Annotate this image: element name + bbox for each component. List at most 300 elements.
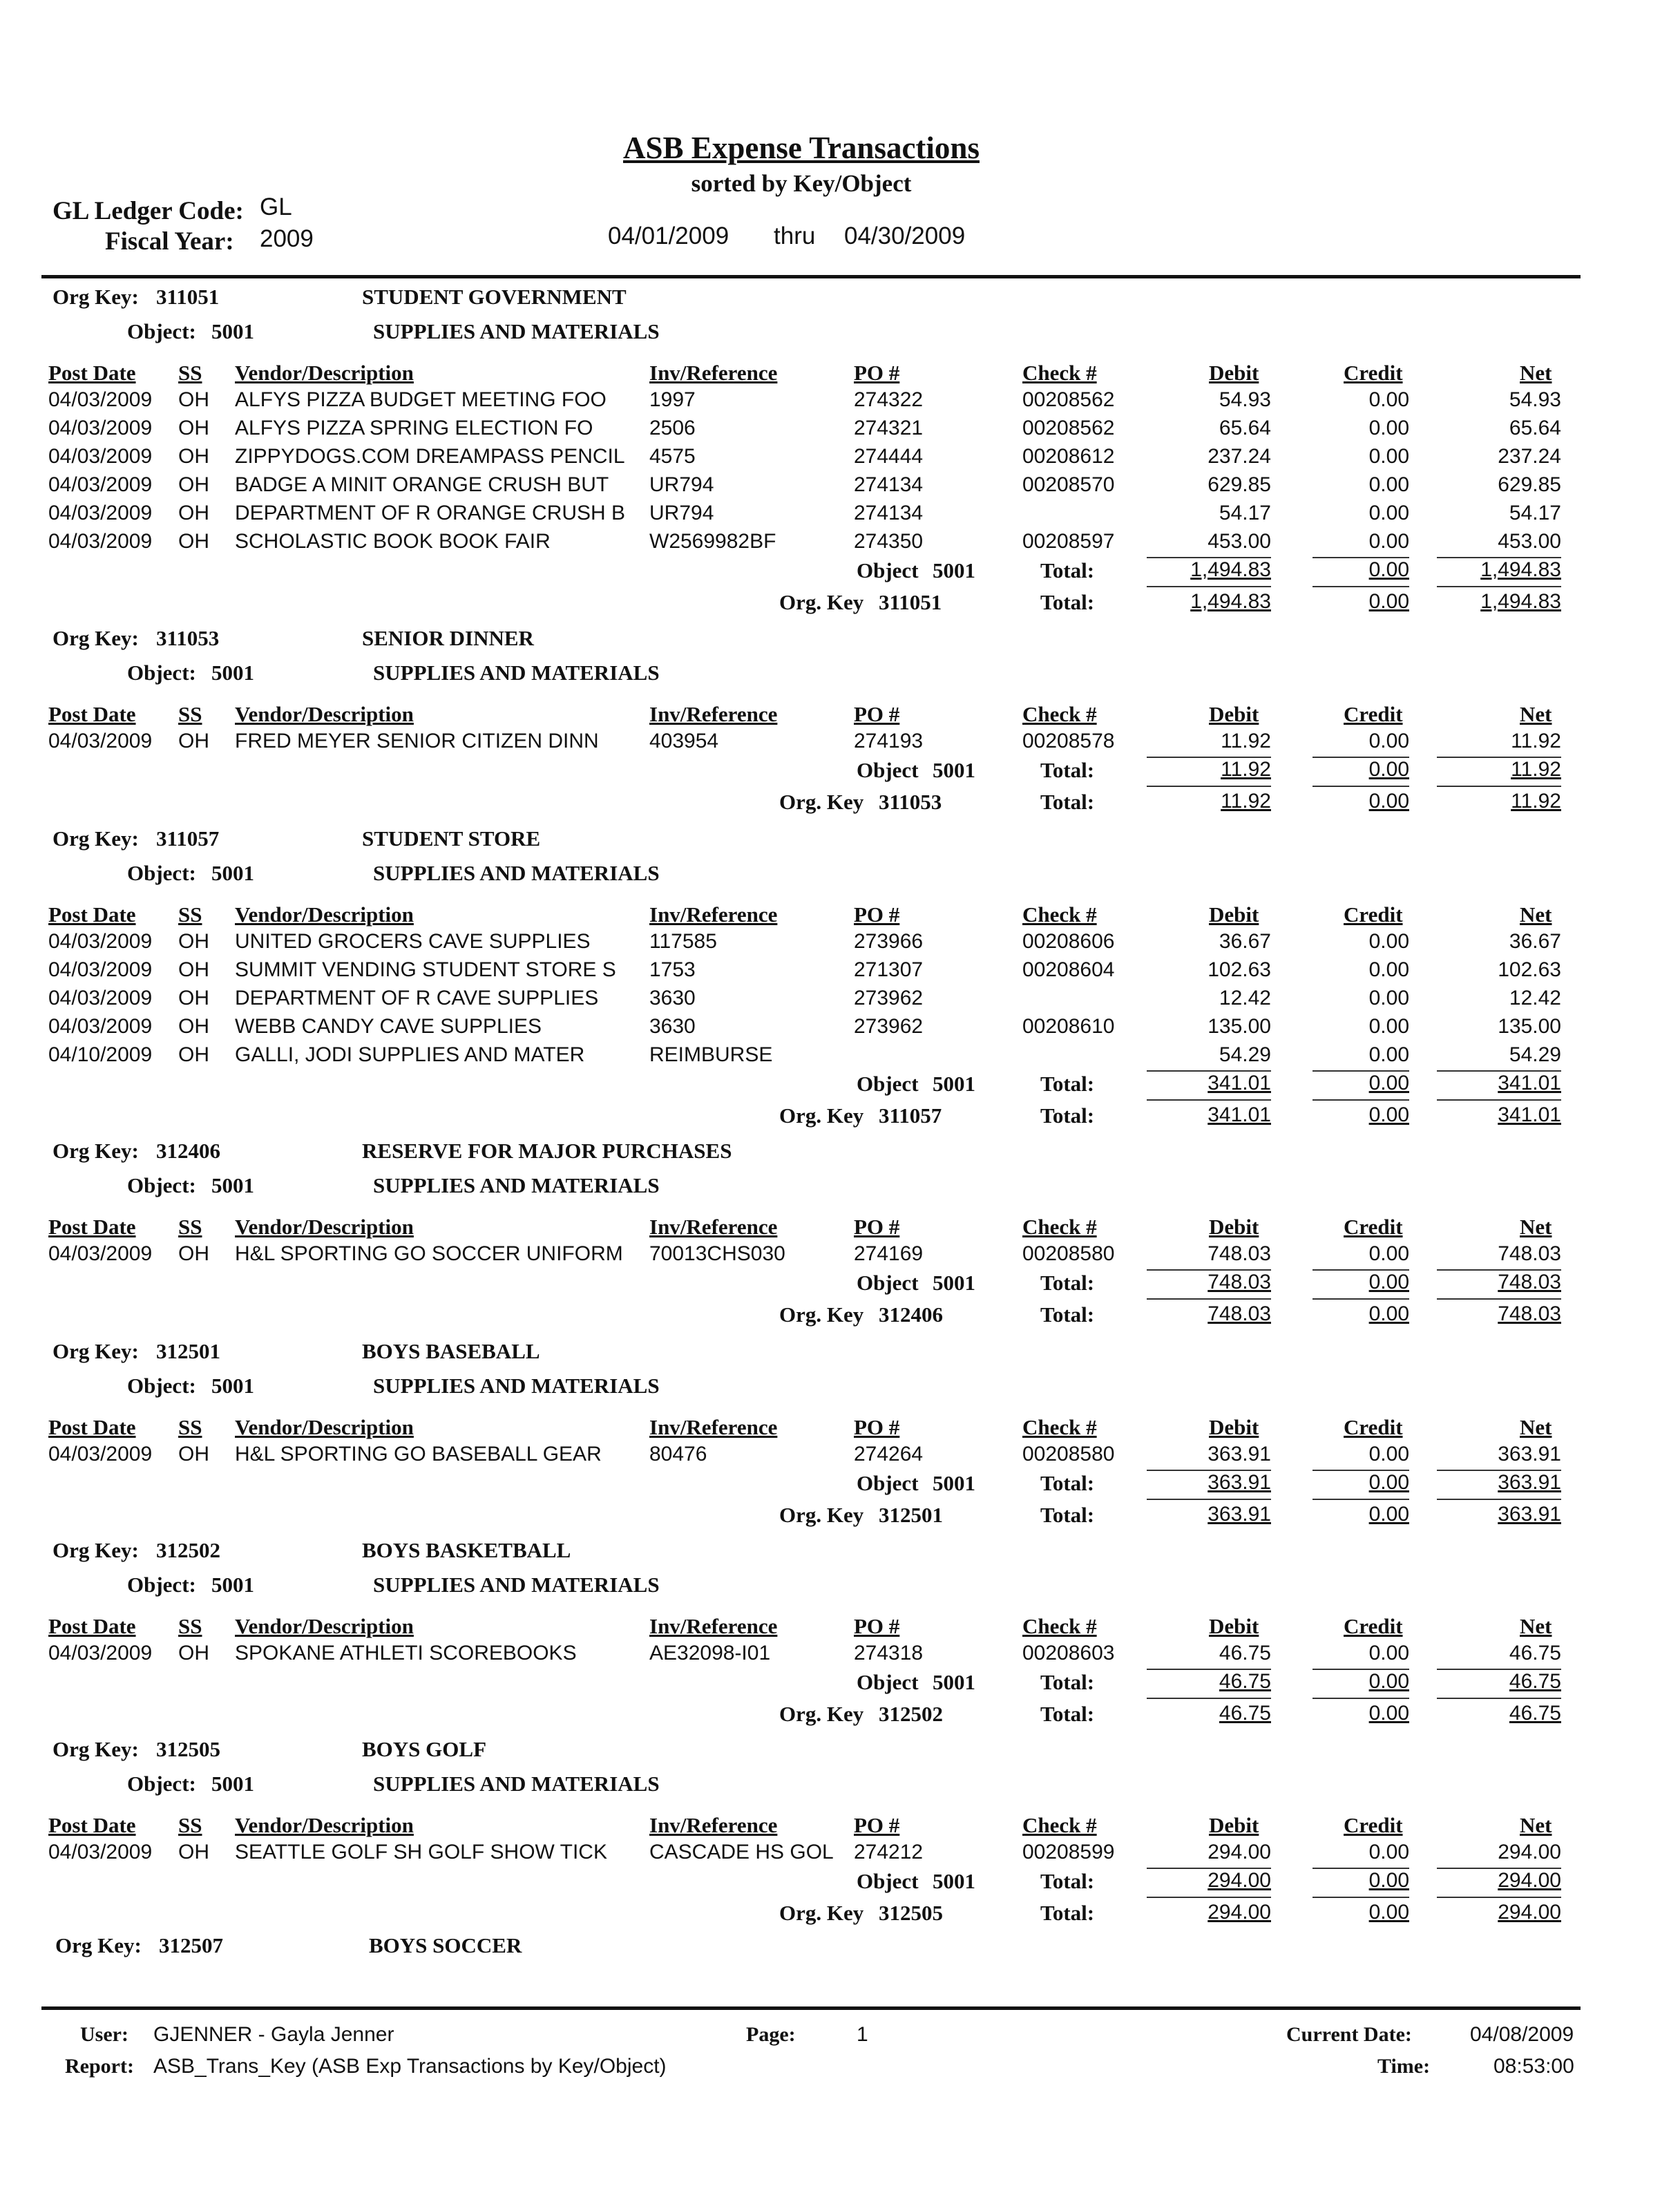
org-section xyxy=(0,1737,1680,1925)
object-total-code: 5001 xyxy=(933,1670,975,1694)
org-total-credit: 0.00 xyxy=(1368,590,1409,613)
cell-date: 04/03/2009 xyxy=(48,1642,153,1664)
total-rule xyxy=(1312,1298,1409,1300)
total-rule xyxy=(1437,1499,1561,1500)
org-key-value: 311051 xyxy=(156,285,220,309)
cell-check: 00208599 xyxy=(1022,1841,1115,1863)
cell-debit: 54.29 xyxy=(1219,1043,1271,1066)
cell-ss: OH xyxy=(178,388,209,411)
object-total-label: Object xyxy=(857,1271,919,1295)
org-total-word: Total: xyxy=(1040,1103,1095,1128)
col-inv-ref-header: Inv/Reference xyxy=(649,902,778,927)
cell-ss: OH xyxy=(178,502,209,524)
col-check-header: Check # xyxy=(1022,1215,1097,1239)
cell-date: 04/03/2009 xyxy=(48,445,153,468)
org-total-credit: 0.00 xyxy=(1368,1103,1409,1126)
object-total-label: Object xyxy=(857,1869,919,1893)
cell-inv: UR794 xyxy=(649,473,714,496)
col-post-date-header: Post Date xyxy=(48,1813,136,1837)
cell-date: 04/03/2009 xyxy=(48,473,153,496)
cell-check: 00208562 xyxy=(1022,388,1115,411)
object-value: 5001 xyxy=(211,1374,254,1398)
total-rule xyxy=(1147,1499,1271,1500)
object-label: Object: xyxy=(127,1573,196,1597)
object-total-code: 5001 xyxy=(933,1869,975,1893)
col-ss-header: SS xyxy=(178,361,202,385)
cell-ss: OH xyxy=(178,1015,209,1038)
org-section xyxy=(0,1339,1680,1527)
cell-credit: 0.00 xyxy=(1368,1443,1409,1465)
object-total-label: Object xyxy=(857,558,919,582)
object-total-word: Total: xyxy=(1040,758,1095,782)
org-total-net: 363.91 xyxy=(1498,1503,1561,1526)
cell-po: 273962 xyxy=(854,987,924,1009)
date-from: 04/01/2009 xyxy=(608,222,729,249)
org-total-word: Total: xyxy=(1040,1901,1095,1925)
org-name: BOYS BASKETBALL xyxy=(362,1538,571,1562)
total-rule xyxy=(1147,1698,1271,1699)
cell-date: 04/03/2009 xyxy=(48,1443,153,1465)
cell-date: 04/03/2009 xyxy=(48,1841,153,1863)
org-total-label: Org. Key xyxy=(779,1103,864,1128)
col-credit-header: Credit xyxy=(1344,902,1403,927)
object-total-net: 11.92 xyxy=(1511,758,1561,781)
cell-inv: REIMBURSE xyxy=(649,1043,773,1066)
object-total-net: 46.75 xyxy=(1509,1670,1561,1693)
total-rule xyxy=(1312,586,1409,587)
cell-po: 273962 xyxy=(854,1015,924,1038)
object-total-word: Total: xyxy=(1040,1869,1095,1893)
cell-check: 00208562 xyxy=(1022,417,1115,439)
cell-date: 04/03/2009 xyxy=(48,958,153,981)
org-key-value: 311057 xyxy=(156,826,220,851)
cell-debit: 453.00 xyxy=(1208,530,1271,553)
cell-credit: 0.00 xyxy=(1368,1043,1409,1066)
cell-credit: 0.00 xyxy=(1368,388,1409,411)
object-label: Object: xyxy=(127,861,196,885)
footer-report-value: ASB_Trans_Key (ASB Exp Transactions by Key/Object) xyxy=(153,2055,667,2078)
object-total-word: Total: xyxy=(1040,1670,1095,1694)
col-debit-header: Debit xyxy=(1209,1614,1259,1638)
object-value: 5001 xyxy=(211,1573,254,1597)
col-debit-header: Debit xyxy=(1209,1415,1259,1439)
footer-divider xyxy=(41,2006,1581,2010)
total-rule xyxy=(1147,786,1271,787)
object-total-word: Total: xyxy=(1040,1471,1095,1495)
col-check-header: Check # xyxy=(1022,361,1097,385)
col-check-header: Check # xyxy=(1022,902,1097,927)
total-rule xyxy=(1437,1897,1561,1898)
org-total-code: 312501 xyxy=(879,1503,943,1527)
total-rule xyxy=(1437,586,1561,587)
object-total-debit: 11.92 xyxy=(1221,758,1271,781)
cell-credit: 0.00 xyxy=(1368,1242,1409,1265)
object-label: Object: xyxy=(127,661,196,685)
cell-credit: 0.00 xyxy=(1368,987,1409,1009)
col-inv-ref-header: Inv/Reference xyxy=(649,1614,778,1638)
cell-net: 102.63 xyxy=(1498,958,1561,981)
col-post-date-header: Post Date xyxy=(48,902,136,927)
cell-po: 274350 xyxy=(854,530,924,553)
col-net-header: Net xyxy=(1520,361,1552,385)
cell-inv: 117585 xyxy=(649,930,717,953)
cell-check: 00208597 xyxy=(1022,530,1115,553)
cell-check: 00208578 xyxy=(1022,730,1115,752)
org-total-word: Total: xyxy=(1040,1702,1095,1726)
object-total-word: Total: xyxy=(1040,558,1095,582)
object-total-debit: 341.01 xyxy=(1208,1072,1271,1094)
org-key-value: 311053 xyxy=(156,626,220,650)
cell-vendor: FRED MEYER SENIOR CITIZEN DINN xyxy=(235,730,599,752)
org-total-code: 311051 xyxy=(879,590,942,614)
cell-net: 54.29 xyxy=(1509,1043,1561,1066)
cell-vendor: ALFYS PIZZA SPRING ELECTION FO xyxy=(235,417,593,439)
col-credit-header: Credit xyxy=(1344,1614,1403,1638)
org-key-label: Org Key: xyxy=(52,826,139,851)
cell-net: 135.00 xyxy=(1498,1015,1561,1038)
object-total-credit: 0.00 xyxy=(1368,558,1409,581)
org-key-label: Org Key: xyxy=(52,626,139,650)
col-post-date-header: Post Date xyxy=(48,361,136,385)
cell-ss: OH xyxy=(178,1841,209,1863)
cell-credit: 0.00 xyxy=(1368,530,1409,553)
org-key-label: Org Key: xyxy=(52,1737,139,1761)
gl-ledger-label: GL Ledger Code: xyxy=(52,197,244,225)
fiscal-year-label: Fiscal Year: xyxy=(105,227,234,256)
org-name: STUDENT GOVERNMENT xyxy=(362,285,627,309)
object-total-code: 5001 xyxy=(933,558,975,582)
col-credit-header: Credit xyxy=(1344,1215,1403,1239)
cell-debit: 237.24 xyxy=(1208,445,1271,468)
object-value: 5001 xyxy=(211,1772,254,1796)
cell-ss: OH xyxy=(178,1642,209,1664)
object-value: 5001 xyxy=(211,861,254,885)
cell-ss: OH xyxy=(178,473,209,496)
cell-date: 04/03/2009 xyxy=(48,1015,153,1038)
object-total-debit: 294.00 xyxy=(1208,1869,1271,1892)
cell-po: 273966 xyxy=(854,930,924,953)
cell-net: 11.92 xyxy=(1511,730,1561,752)
object-total-label: Object xyxy=(857,758,919,782)
col-credit-header: Credit xyxy=(1344,361,1403,385)
cell-net: 453.00 xyxy=(1498,530,1561,553)
object-total-credit: 0.00 xyxy=(1368,1271,1409,1293)
cell-debit: 54.93 xyxy=(1219,388,1271,411)
cell-net: 237.24 xyxy=(1498,445,1561,468)
cell-debit: 54.17 xyxy=(1219,502,1271,524)
col-debit-header: Debit xyxy=(1209,902,1259,927)
cell-net: 629.85 xyxy=(1498,473,1561,496)
cell-vendor: DEPARTMENT OF R CAVE SUPPLIES xyxy=(235,987,599,1009)
col-net-header: Net xyxy=(1520,1215,1552,1239)
object-value: 5001 xyxy=(211,319,254,343)
org-key-label: Org Key: xyxy=(52,1139,139,1163)
org-total-debit: 11.92 xyxy=(1221,790,1271,813)
org-section xyxy=(0,826,1680,1128)
col-po-header: PO # xyxy=(854,361,900,385)
object-total-code: 5001 xyxy=(933,1072,975,1096)
col-ss-header: SS xyxy=(178,1813,202,1837)
cell-inv: 403954 xyxy=(649,730,719,752)
cell-vendor: SUMMIT VENDING STUDENT STORE S xyxy=(235,958,616,981)
cell-po: 274193 xyxy=(854,730,924,752)
object-total-net: 341.01 xyxy=(1498,1072,1561,1094)
cell-credit: 0.00 xyxy=(1368,730,1409,752)
cell-inv: 70013CHS030 xyxy=(649,1242,785,1265)
org-total-debit: 341.01 xyxy=(1208,1103,1271,1126)
cell-date: 04/03/2009 xyxy=(48,502,153,524)
cell-date: 04/03/2009 xyxy=(48,1242,153,1265)
cell-credit: 0.00 xyxy=(1368,930,1409,953)
org-total-label: Org. Key xyxy=(779,1901,864,1925)
cell-credit: 0.00 xyxy=(1368,1841,1409,1863)
object-name: SUPPLIES AND MATERIALS xyxy=(373,1772,660,1796)
cell-net: 54.17 xyxy=(1509,502,1561,524)
cell-po: 271307 xyxy=(854,958,924,981)
cell-net: 748.03 xyxy=(1498,1242,1561,1265)
cell-date: 04/10/2009 xyxy=(48,1043,153,1066)
col-credit-header: Credit xyxy=(1344,702,1403,726)
cell-ss: OH xyxy=(178,987,209,1009)
cell-inv: W2569982BF xyxy=(649,530,776,553)
cell-inv: 1753 xyxy=(649,958,696,981)
object-total-label: Object xyxy=(857,1471,919,1495)
org-total-credit: 0.00 xyxy=(1368,790,1409,813)
col-debit-header: Debit xyxy=(1209,1215,1259,1239)
object-label: Object: xyxy=(127,1173,196,1197)
col-inv-ref-header: Inv/Reference xyxy=(649,1415,778,1439)
col-net-header: Net xyxy=(1520,1415,1552,1439)
object-total-net: 1,494.83 xyxy=(1480,558,1561,581)
org-total-credit: 0.00 xyxy=(1368,1503,1409,1526)
report-subtitle: sorted by Key/Object xyxy=(691,170,912,197)
col-ss-header: SS xyxy=(178,1415,202,1439)
cell-po: 274134 xyxy=(854,502,924,524)
cell-debit: 46.75 xyxy=(1219,1642,1271,1664)
cell-ss: OH xyxy=(178,930,209,953)
cell-inv: 1997 xyxy=(649,388,696,411)
cell-debit: 363.91 xyxy=(1208,1443,1271,1465)
cell-debit: 748.03 xyxy=(1208,1242,1271,1265)
total-rule xyxy=(1147,1099,1271,1101)
cell-net: 36.67 xyxy=(1509,930,1561,953)
cell-inv: UR794 xyxy=(649,502,714,524)
object-total-word: Total: xyxy=(1040,1271,1095,1295)
date-thru-label: thru xyxy=(774,222,816,249)
cell-check: 00208612 xyxy=(1022,445,1115,468)
object-total-debit: 46.75 xyxy=(1219,1670,1271,1693)
object-name: SUPPLIES AND MATERIALS xyxy=(373,1573,660,1597)
org-name: SENIOR DINNER xyxy=(362,626,534,650)
org-total-code: 311053 xyxy=(879,790,942,814)
total-rule xyxy=(1147,1298,1271,1300)
gl-ledger-value: GL xyxy=(260,193,292,220)
col-ss-header: SS xyxy=(178,1614,202,1638)
footer-page-label: Page: xyxy=(746,2023,796,2046)
cell-debit: 135.00 xyxy=(1208,1015,1271,1038)
object-total-debit: 748.03 xyxy=(1208,1271,1271,1293)
col-po-header: PO # xyxy=(854,902,900,927)
footer-time-value: 08:53:00 xyxy=(1493,2055,1574,2078)
header-divider xyxy=(41,275,1581,278)
org-total-code: 311057 xyxy=(879,1103,942,1128)
col-po-header: PO # xyxy=(854,1215,900,1239)
cell-net: 294.00 xyxy=(1498,1841,1561,1863)
cell-date: 04/03/2009 xyxy=(48,930,153,953)
org-total-word: Total: xyxy=(1040,590,1095,614)
object-total-credit: 0.00 xyxy=(1368,1670,1409,1693)
cell-net: 12.42 xyxy=(1509,987,1561,1009)
col-net-header: Net xyxy=(1520,1614,1552,1638)
cell-vendor: H&L SPORTING GO SOCCER UNIFORM xyxy=(235,1242,623,1265)
cell-check: 00208610 xyxy=(1022,1015,1115,1038)
cell-vendor: ALFYS PIZZA BUDGET MEETING FOO xyxy=(235,388,607,411)
cell-vendor: DEPARTMENT OF R ORANGE CRUSH B xyxy=(235,502,626,524)
cell-vendor: BADGE A MINIT ORANGE CRUSH BUT xyxy=(235,473,609,496)
footer-user-label: User: xyxy=(80,2023,128,2046)
col-post-date-header: Post Date xyxy=(48,1215,136,1239)
cell-date: 04/03/2009 xyxy=(48,417,153,439)
org-total-debit: 46.75 xyxy=(1219,1702,1271,1725)
cell-po: 274318 xyxy=(854,1642,924,1664)
object-total-credit: 0.00 xyxy=(1368,1072,1409,1094)
footer-user-value: GJENNER - Gayla Jenner xyxy=(153,2023,394,2046)
org-total-code: 312502 xyxy=(879,1702,943,1726)
cell-date: 04/03/2009 xyxy=(48,730,153,752)
cell-po: 274169 xyxy=(854,1242,924,1265)
footer-time-label: Time: xyxy=(1377,2055,1431,2078)
col-vendor-header: Vendor/Description xyxy=(235,702,414,726)
total-rule xyxy=(1312,786,1409,787)
org-section xyxy=(0,285,1680,614)
org-total-code: 312406 xyxy=(879,1302,943,1327)
org-name: BOYS GOLF xyxy=(362,1737,487,1761)
org-name: BOYS BASEBALL xyxy=(362,1339,540,1363)
col-po-header: PO # xyxy=(854,1415,900,1439)
object-total-code: 5001 xyxy=(933,758,975,782)
col-vendor-header: Vendor/Description xyxy=(235,1813,414,1837)
object-total-code: 5001 xyxy=(933,1471,975,1495)
object-total-credit: 0.00 xyxy=(1368,1471,1409,1494)
col-credit-header: Credit xyxy=(1344,1415,1403,1439)
cell-inv: 3630 xyxy=(649,987,696,1009)
cell-check: 00208570 xyxy=(1022,473,1115,496)
org-total-word: Total: xyxy=(1040,1302,1095,1327)
footer-report-label: Report: xyxy=(65,2055,134,2078)
total-rule xyxy=(1147,1897,1271,1898)
cell-credit: 0.00 xyxy=(1368,445,1409,468)
col-vendor-header: Vendor/Description xyxy=(235,1215,414,1239)
col-vendor-header: Vendor/Description xyxy=(235,1614,414,1638)
cell-ss: OH xyxy=(178,1043,209,1066)
trailing-org-name: BOYS SOCCER xyxy=(369,1933,522,1957)
total-rule xyxy=(1312,1499,1409,1500)
org-total-label: Org. Key xyxy=(779,1702,864,1726)
col-net-header: Net xyxy=(1520,1813,1552,1837)
org-key-label: Org Key: xyxy=(52,285,139,309)
object-total-net: 294.00 xyxy=(1498,1869,1561,1892)
cell-date: 04/03/2009 xyxy=(48,987,153,1009)
org-key-label: Org Key: xyxy=(52,1538,139,1562)
object-value: 5001 xyxy=(211,661,254,685)
cell-check: 00208603 xyxy=(1022,1642,1115,1664)
col-po-header: PO # xyxy=(854,1614,900,1638)
cell-vendor: GALLI, JODI SUPPLIES AND MATER xyxy=(235,1043,585,1066)
fiscal-year-value: 2009 xyxy=(260,225,314,252)
org-total-word: Total: xyxy=(1040,790,1095,814)
cell-vendor: WEBB CANDY CAVE SUPPLIES xyxy=(235,1015,542,1038)
cell-credit: 0.00 xyxy=(1368,1642,1409,1664)
cell-inv: 3630 xyxy=(649,1015,696,1038)
col-vendor-header: Vendor/Description xyxy=(235,902,414,927)
cell-vendor: SEATTLE GOLF SH GOLF SHOW TICK xyxy=(235,1841,607,1863)
col-check-header: Check # xyxy=(1022,1415,1097,1439)
col-net-header: Net xyxy=(1520,702,1552,726)
col-ss-header: SS xyxy=(178,702,202,726)
org-total-label: Org. Key xyxy=(779,790,864,814)
object-name: SUPPLIES AND MATERIALS xyxy=(373,1374,660,1398)
footer-current-date-label: Current Date: xyxy=(1286,2023,1412,2046)
total-rule xyxy=(1437,1698,1561,1699)
total-rule xyxy=(1312,1698,1409,1699)
col-inv-ref-header: Inv/Reference xyxy=(649,1813,778,1837)
cell-net: 65.64 xyxy=(1509,417,1561,439)
object-total-credit: 0.00 xyxy=(1368,1869,1409,1892)
footer-page-value: 1 xyxy=(857,2023,868,2046)
cell-date: 04/03/2009 xyxy=(48,388,153,411)
org-total-credit: 0.00 xyxy=(1368,1302,1409,1325)
org-key-label: Org Key: xyxy=(52,1339,139,1363)
cell-inv: 2506 xyxy=(649,417,696,439)
org-key-value: 312505 xyxy=(156,1737,220,1761)
total-rule xyxy=(1437,1099,1561,1101)
cell-po: 274444 xyxy=(854,445,924,468)
object-total-net: 748.03 xyxy=(1498,1271,1561,1293)
object-label: Object: xyxy=(127,1374,196,1398)
org-name: RESERVE FOR MAJOR PURCHASES xyxy=(362,1139,732,1163)
footer-current-date-value: 04/08/2009 xyxy=(1470,2023,1574,2046)
org-name: STUDENT STORE xyxy=(362,826,541,851)
col-inv-ref-header: Inv/Reference xyxy=(649,1215,778,1239)
cell-check: 00208606 xyxy=(1022,930,1115,953)
cell-debit: 102.63 xyxy=(1208,958,1271,981)
org-total-debit: 748.03 xyxy=(1208,1302,1271,1325)
cell-credit: 0.00 xyxy=(1368,1015,1409,1038)
object-total-label: Object xyxy=(857,1072,919,1096)
org-section xyxy=(0,626,1680,814)
cell-debit: 629.85 xyxy=(1208,473,1271,496)
total-rule xyxy=(1147,586,1271,587)
cell-inv: 4575 xyxy=(649,445,696,468)
total-rule xyxy=(1312,1897,1409,1898)
org-total-debit: 1,494.83 xyxy=(1190,590,1271,613)
cell-ss: OH xyxy=(178,1443,209,1465)
object-name: SUPPLIES AND MATERIALS xyxy=(373,319,660,343)
col-ss-header: SS xyxy=(178,1215,202,1239)
cell-vendor: SPOKANE ATHLETI SCOREBOOKS xyxy=(235,1642,577,1664)
cell-ss: OH xyxy=(178,730,209,752)
cell-debit: 12.42 xyxy=(1219,987,1271,1009)
cell-net: 363.91 xyxy=(1498,1443,1561,1465)
col-po-header: PO # xyxy=(854,1813,900,1837)
org-section xyxy=(0,1538,1680,1726)
col-check-header: Check # xyxy=(1022,1614,1097,1638)
col-check-header: Check # xyxy=(1022,702,1097,726)
total-rule xyxy=(1312,1099,1409,1101)
org-total-net: 294.00 xyxy=(1498,1901,1561,1924)
cell-ss: OH xyxy=(178,445,209,468)
cell-po: 274212 xyxy=(854,1841,924,1863)
